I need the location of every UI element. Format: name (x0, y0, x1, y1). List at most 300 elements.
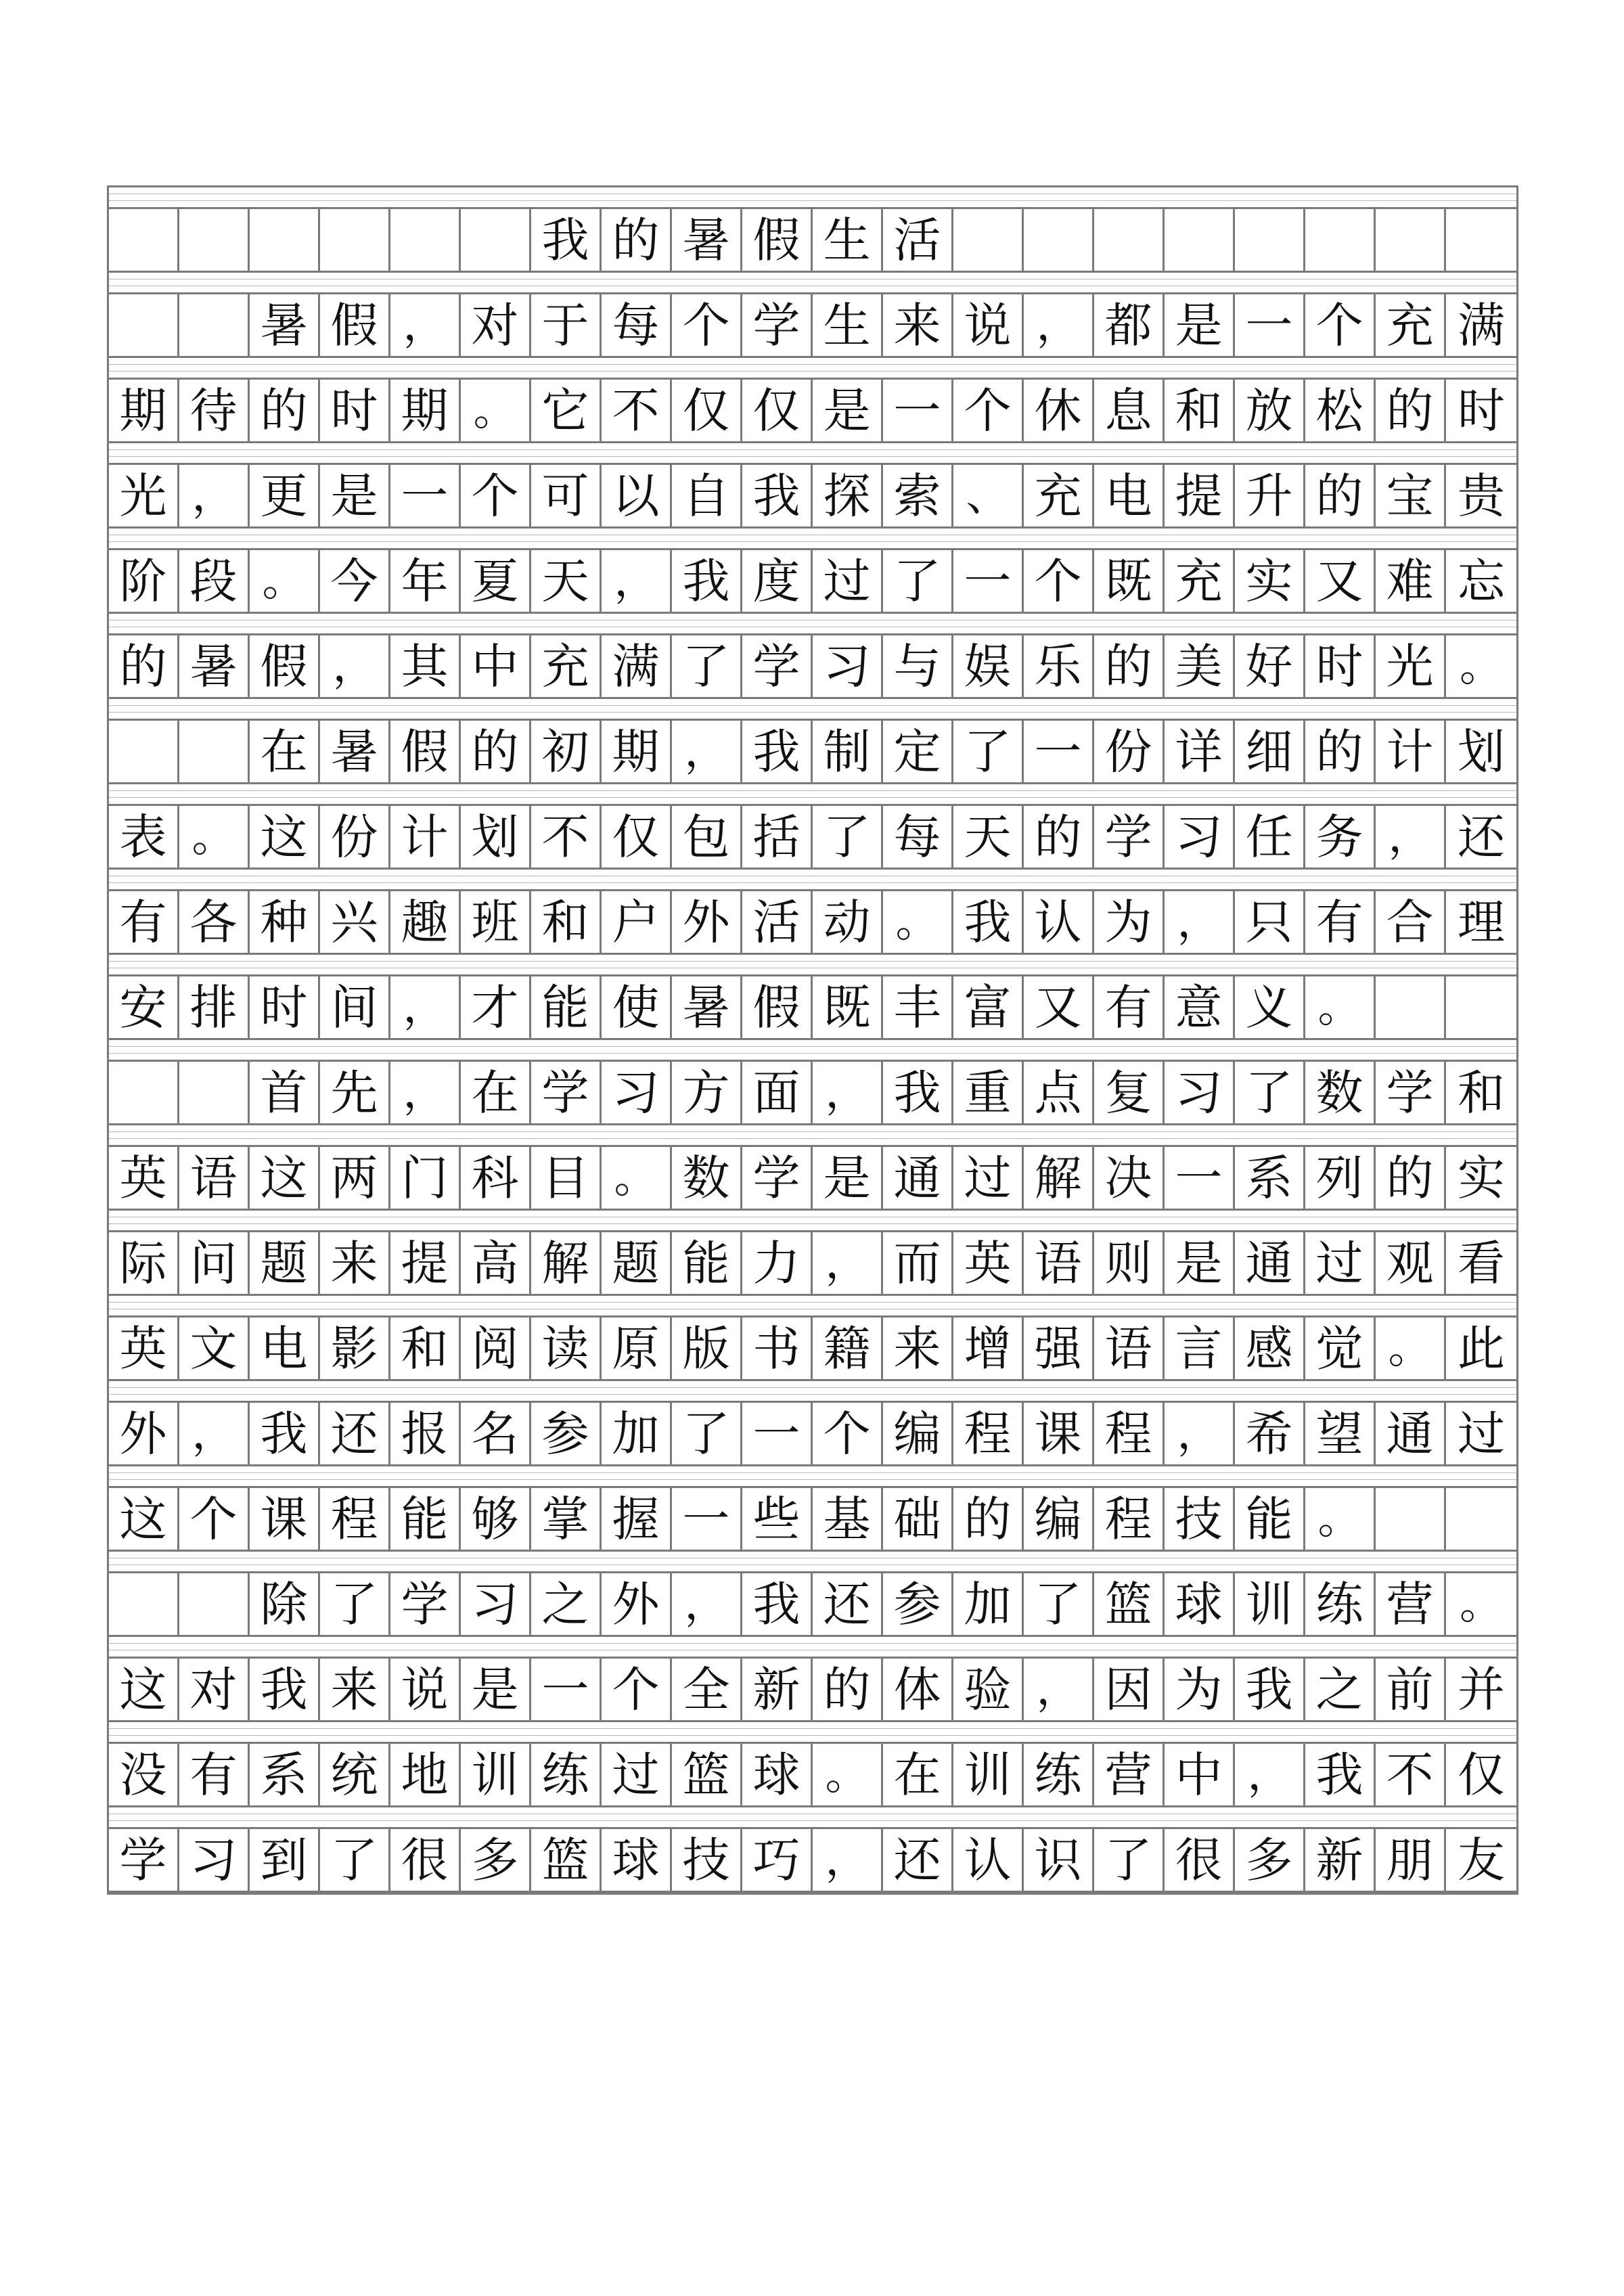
grid-cell-char: 。 (1460, 641, 1503, 692)
grid-cell-char: 程 (320, 1488, 390, 1550)
grid-cell-char: 希 (1235, 1403, 1305, 1464)
grid-cell-char: 光 (109, 465, 179, 526)
grid-cell-empty (250, 209, 320, 271)
grid-cell-char: 假 (250, 635, 320, 697)
grid-cell-char: 之 (531, 1573, 602, 1635)
grid-cell-char: 了 (320, 1829, 390, 1891)
grid-cell-char: 个 (179, 1488, 250, 1550)
grid-cell-char: 细 (1235, 721, 1305, 782)
grid-cell-char: 英 (953, 1232, 1024, 1294)
grid-cell-char: 阅 (461, 1318, 531, 1379)
grid-cell-char: 多 (461, 1829, 531, 1891)
grid-cell-char: 习 (1165, 1062, 1235, 1123)
grid-cell-char: 影 (320, 1318, 390, 1379)
grid-cell-char: 习 (1165, 806, 1235, 868)
grid-cell-char: 学 (109, 1829, 179, 1891)
grid-cell-char: 看 (1458, 1235, 1505, 1291)
grid-cell-char: 的 (109, 635, 179, 697)
grid-cell-char: 各 (179, 891, 250, 953)
text-row (109, 721, 1516, 784)
grid-cell-empty (109, 209, 179, 271)
grid-cell-char: 个 (461, 465, 531, 526)
grid-cell-char: 光 (1376, 635, 1446, 697)
grid-cell-char: 来 (883, 1318, 953, 1379)
text-row (109, 1403, 1516, 1466)
row-gap (109, 1125, 1516, 1147)
grid-cell-char: 乐 (1024, 635, 1094, 697)
grid-cell-char: 篮 (672, 1744, 742, 1805)
grid-cell-char: 提 (390, 1232, 461, 1294)
grid-cell-char: 一 (1024, 721, 1094, 782)
grid-cell-char: 英 (109, 1318, 179, 1379)
grid-cell-empty (1376, 976, 1446, 1038)
title-row (109, 209, 1516, 273)
grid-cell-char: 假 (742, 209, 813, 271)
grid-cell-char: 计 (390, 806, 461, 868)
grid-cell-char: ， (813, 1829, 883, 1891)
grid-cell-char: 年 (390, 550, 461, 612)
grid-cell-char: 的 (1376, 380, 1446, 441)
grid-cell-char: 很 (1165, 1829, 1235, 1891)
grid-cell-char: 不 (1376, 1744, 1446, 1805)
grid-cell-char: ， (672, 1573, 742, 1635)
grid-cell-char: 好 (1235, 635, 1305, 697)
grid-cell-char: 满 (1458, 297, 1505, 353)
grid-cell-char: 。 (1376, 1318, 1446, 1379)
grid-cell-char: 程 (953, 1403, 1024, 1464)
grid-cell-char: 和 (1458, 1064, 1505, 1121)
grid-cell-char: 间 (320, 976, 390, 1038)
row-gap (109, 1552, 1516, 1573)
grid-cell-char: 时 (250, 976, 320, 1038)
grid-cell-char: 认 (1024, 891, 1094, 953)
grid-cell-empty (320, 209, 390, 271)
grid-cell-char: 划 (1458, 723, 1505, 780)
grid-cell-char: 习 (602, 1062, 672, 1123)
grid-cell-char: 提 (1165, 465, 1235, 526)
grid-cell-char: 了 (953, 721, 1024, 782)
text-row (109, 465, 1516, 528)
grid-cell-char: 一 (390, 465, 461, 526)
grid-cell-char: 初 (531, 721, 602, 782)
grid-cell-char: 段 (179, 550, 250, 612)
grid-cell-char: 于 (531, 294, 602, 356)
grid-cell-char: 认 (953, 1829, 1024, 1891)
grid-cell-char: 为 (1094, 891, 1165, 953)
grid-cell-char: 两 (320, 1147, 390, 1209)
grid-cell-empty (179, 209, 250, 271)
grid-cell-empty (179, 1573, 250, 1635)
grid-cell-char: 通 (1235, 1232, 1305, 1294)
grid-cell-char: 户 (602, 891, 672, 953)
row-gap (109, 187, 1516, 209)
grid-cell-char: 解 (531, 1232, 602, 1294)
grid-cell-char: 之 (1305, 1659, 1376, 1720)
grid-cell-char: 天 (953, 806, 1024, 868)
grid-cell-char: 一 (1165, 1147, 1235, 1209)
grid-cell-char: 宝 (1376, 465, 1446, 526)
row-gap (109, 955, 1516, 976)
grid-cell-char: 理 (1458, 894, 1505, 950)
grid-cell-char: 动 (813, 891, 883, 953)
grid-cell-char: 观 (1376, 1232, 1446, 1294)
grid-cell-char: 语 (1024, 1232, 1094, 1294)
grid-cell-char: 学 (1376, 1062, 1446, 1123)
grid-cell-char: 题 (602, 1232, 672, 1294)
grid-cell-char: 与 (883, 635, 953, 697)
grid-cell-char: 充 (531, 635, 602, 697)
grid-cell-char: 满 (602, 635, 672, 697)
grid-cell-char: 暑 (250, 294, 320, 356)
grid-cell-char: 望 (1305, 1403, 1376, 1464)
grid-cell-char: 期 (390, 380, 461, 441)
grid-cell-char: 复 (1094, 1062, 1165, 1123)
grid-cell-char: 我 (250, 1403, 320, 1464)
grid-cell-char: 阶 (109, 550, 179, 612)
grid-cell-char: 过 (813, 550, 883, 612)
grid-cell-char: 础 (883, 1488, 953, 1550)
grid-cell-char: 的 (1024, 806, 1094, 868)
grid-cell-char: 在 (250, 721, 320, 782)
grid-cell-char: 目 (531, 1147, 602, 1209)
grid-cell-char: 解 (1024, 1147, 1094, 1209)
grid-cell-char: 划 (461, 806, 531, 868)
grid-cell-char: 了 (813, 806, 883, 868)
grid-cell-char: 以 (602, 465, 672, 526)
grid-cell-char: 升 (1235, 465, 1305, 526)
grid-cell-char: 。 (1460, 1579, 1503, 1629)
grid-cell-char: 到 (250, 1829, 320, 1891)
grid-cell-char: 系 (250, 1744, 320, 1805)
grid-cell-char: 编 (1024, 1488, 1094, 1550)
grid-cell-char: 友 (1458, 1832, 1505, 1888)
grid-cell-char: 定 (883, 721, 953, 782)
grid-cell-char: 详 (1165, 721, 1235, 782)
grid-cell-char: 是 (320, 465, 390, 526)
row-gap (109, 528, 1516, 550)
grid-cell-char: 数 (672, 1147, 742, 1209)
grid-cell-char: 感 (1235, 1318, 1305, 1379)
grid-cell-char: 的 (813, 1659, 883, 1720)
grid-cell-char: 充 (1024, 465, 1094, 526)
grid-cell-char: 系 (1235, 1147, 1305, 1209)
grid-cell-empty (179, 1062, 250, 1123)
grid-cell-char: 我 (742, 1573, 813, 1635)
grid-cell-char: ， (1165, 1403, 1235, 1464)
row-gap (109, 358, 1516, 380)
grid-cell-char: 使 (602, 976, 672, 1038)
grid-cell-char: 仅 (1458, 1747, 1505, 1803)
grid-cell-char: 难 (1376, 550, 1446, 612)
text-row (109, 1573, 1516, 1637)
text-row (109, 1062, 1516, 1125)
grid-cell-char: 门 (390, 1147, 461, 1209)
grid-cell-char: 巧 (742, 1829, 813, 1891)
grid-cell-char: 过 (1305, 1232, 1376, 1294)
grid-cell-char: 一 (531, 1659, 602, 1720)
text-row (109, 1659, 1516, 1722)
grid-cell-char: 参 (531, 1403, 602, 1464)
grid-cell-char: 而 (883, 1232, 953, 1294)
grid-cell-char: 一 (953, 550, 1024, 612)
grid-cell-char: ， (320, 635, 390, 697)
grid-cell-char: 了 (1235, 1062, 1305, 1123)
grid-cell-char: 种 (250, 891, 320, 953)
grid-cell-char: 个 (953, 380, 1024, 441)
grid-cell-char: 来 (320, 1659, 390, 1720)
grid-cell-char: 班 (461, 891, 531, 953)
text-row (109, 380, 1516, 443)
row-gap (109, 699, 1516, 721)
grid-cell-char: 我 (1235, 1659, 1305, 1720)
text-row (109, 891, 1516, 955)
row-gap (109, 1381, 1516, 1403)
grid-cell-char: ， (1024, 294, 1094, 356)
grid-cell-char: 暑 (672, 209, 742, 271)
grid-cell-char: 为 (1165, 1659, 1235, 1720)
grid-cell-char: 篮 (531, 1829, 602, 1891)
grid-cell-char: 习 (813, 635, 883, 697)
grid-cell-char: 技 (1165, 1488, 1235, 1550)
grid-cell-char: 息 (1094, 380, 1165, 441)
grid-cell-char: 还 (813, 1573, 883, 1635)
grid-cell-empty (1024, 209, 1094, 271)
grid-cell-char: 版 (672, 1318, 742, 1379)
grid-cell-char: 中 (1165, 1744, 1235, 1805)
grid-cell-char: 每 (602, 294, 672, 356)
grid-cell-char: ， (602, 550, 672, 612)
grid-cell-char: 括 (742, 806, 813, 868)
grid-cell-char: ， (179, 1403, 250, 1464)
grid-cell-char: ， (1376, 806, 1446, 868)
row-gap (109, 784, 1516, 806)
grid-cell-char: 、 (953, 465, 1024, 526)
grid-cell-char: 实 (1458, 1150, 1505, 1206)
grid-cell-char: 语 (179, 1147, 250, 1209)
grid-cell-char: 学 (1094, 806, 1165, 868)
grid-cell-char: 和 (531, 891, 602, 953)
grid-cell-char: 仅 (602, 806, 672, 868)
grid-cell-char: 朋 (1376, 1829, 1446, 1891)
grid-cell-char: 力 (742, 1232, 813, 1294)
grid-cell-char: 美 (1165, 635, 1235, 697)
grid-cell-char: 不 (531, 806, 602, 868)
grid-cell-char: 练 (1024, 1744, 1094, 1805)
row-gap (109, 614, 1516, 635)
grid-cell-char: 这 (109, 1659, 179, 1720)
text-row (109, 1232, 1516, 1296)
grid-cell-char: 没 (109, 1744, 179, 1805)
grid-cell-char: 加 (953, 1573, 1024, 1635)
grid-cell-char: 这 (250, 806, 320, 868)
text-row (109, 1318, 1516, 1381)
grid-cell-empty (390, 209, 461, 271)
grid-cell-char: 仅 (672, 380, 742, 441)
grid-cell-char: 充 (1376, 294, 1446, 356)
grid-cell-char: 务 (1305, 806, 1376, 868)
grid-cell-char: 探 (813, 465, 883, 526)
grid-cell-char: 高 (461, 1232, 531, 1294)
grid-cell-char: 份 (1094, 721, 1165, 782)
grid-cell-empty (1446, 976, 1516, 1038)
grid-cell-char: ， (1024, 1659, 1094, 1720)
grid-cell-char: 书 (742, 1318, 813, 1379)
grid-cell-empty (1094, 209, 1165, 271)
grid-cell-char: 程 (1094, 1403, 1165, 1464)
grid-cell-char: 外 (109, 1403, 179, 1464)
grid-cell-char: 。 (250, 550, 320, 612)
text-row (109, 635, 1516, 699)
grid-cell-char: 掌 (531, 1488, 602, 1550)
grid-cell-char: 决 (1094, 1147, 1165, 1209)
grid-cell-char: 暑 (320, 721, 390, 782)
grid-cell-char: 一 (742, 1403, 813, 1464)
grid-cell-char: 通 (1376, 1403, 1446, 1464)
grid-cell-char: 兴 (320, 891, 390, 953)
grid-cell-char: 的 (953, 1488, 1024, 1550)
grid-cell-char: ， (390, 976, 461, 1038)
grid-cell-char: 了 (672, 635, 742, 697)
grid-cell-char: 只 (1235, 891, 1305, 953)
grid-cell-char: 对 (461, 294, 531, 356)
grid-cell-char: 我 (531, 209, 602, 271)
grid-cell-char: 的 (461, 721, 531, 782)
grid-cell-char: 。 (1305, 976, 1376, 1038)
grid-cell-char: 忘 (1458, 553, 1505, 609)
grid-cell-char: 地 (390, 1744, 461, 1805)
grid-cell-char: ， (813, 1232, 883, 1294)
grid-cell-empty (1376, 1488, 1446, 1550)
grid-cell-char: 来 (320, 1232, 390, 1294)
grid-cell-char: 。 (883, 891, 953, 953)
grid-cell-char: 趣 (390, 891, 461, 953)
grid-cell-char: 这 (109, 1488, 179, 1550)
grid-cell-char: 科 (461, 1147, 531, 1209)
grid-cell-char: 休 (1024, 380, 1094, 441)
grid-cell-char: 学 (742, 635, 813, 697)
grid-cell-char: 统 (320, 1744, 390, 1805)
grid-cell-char: 。 (179, 806, 250, 868)
grid-cell-char: 来 (883, 294, 953, 356)
grid-cell-char: 因 (1094, 1659, 1165, 1720)
grid-cell-empty (109, 1062, 179, 1123)
grid-cell-char: 课 (1024, 1403, 1094, 1464)
grid-cell-char: 的 (250, 380, 320, 441)
grid-cell-char: 。 (461, 380, 531, 441)
grid-cell-char: 计 (1376, 721, 1446, 782)
grid-cell-char: 能 (390, 1488, 461, 1550)
grid-cell-char: 的 (1305, 465, 1376, 526)
grid-cell-char: 丰 (883, 976, 953, 1038)
text-row (109, 294, 1516, 358)
grid-cell-char: 了 (320, 1573, 390, 1635)
grid-cell-char: 的 (1094, 635, 1165, 697)
grid-cell-char: 活 (883, 209, 953, 271)
manuscript-grid-paper (107, 185, 1518, 1895)
grid-cell-char: 很 (390, 1829, 461, 1891)
grid-cell-char: ， (813, 1062, 883, 1123)
grid-cell-char: 是 (461, 1659, 531, 1720)
grid-cell-char: 贵 (1458, 468, 1505, 524)
grid-cell-char: 球 (602, 1829, 672, 1891)
grid-cell-char: 义 (1235, 976, 1305, 1038)
grid-cell-char: 训 (1235, 1573, 1305, 1635)
grid-cell-char: 今 (320, 550, 390, 612)
grid-cell-char: 一 (1235, 294, 1305, 356)
grid-cell-char: 是 (1165, 1232, 1235, 1294)
grid-cell-char: 训 (953, 1744, 1024, 1805)
grid-cell-char: 度 (742, 550, 813, 612)
grid-cell-char: 新 (742, 1659, 813, 1720)
grid-cell-char: 语 (1094, 1318, 1165, 1379)
grid-cell-char: 过 (1458, 1405, 1505, 1462)
grid-cell-char: 习 (179, 1829, 250, 1891)
grid-cell-char: 问 (179, 1232, 250, 1294)
grid-cell-char: 中 (461, 635, 531, 697)
row-gap (109, 273, 1516, 294)
grid-cell-char: 索 (883, 465, 953, 526)
grid-cell-char: 才 (461, 976, 531, 1038)
grid-cell-empty (179, 721, 250, 782)
grid-cell-char: 的 (1305, 721, 1376, 782)
grid-cell-char: 自 (672, 465, 742, 526)
grid-cell-empty (109, 721, 179, 782)
grid-cell-char: 天 (531, 550, 602, 612)
grid-cell-char: 电 (250, 1318, 320, 1379)
grid-cell-char: 握 (602, 1488, 672, 1550)
grid-cell-char: 觉 (1305, 1318, 1376, 1379)
grid-cell-char: 有 (179, 1744, 250, 1805)
grid-cell-char: 名 (461, 1403, 531, 1464)
grid-cell-char: 份 (320, 806, 390, 868)
grid-cell-char: 英 (109, 1147, 179, 1209)
grid-cell-char: 的 (602, 209, 672, 271)
grid-cell-char: 首 (250, 1062, 320, 1123)
grid-cell-char: 除 (250, 1573, 320, 1635)
grid-cell-char: 强 (1024, 1318, 1094, 1379)
grid-cell-char: 在 (883, 1744, 953, 1805)
grid-cell-char: 还 (883, 1829, 953, 1891)
grid-cell-char: 面 (742, 1062, 813, 1123)
grid-cell-char: 习 (461, 1573, 531, 1635)
grid-cell-char: 程 (1094, 1488, 1165, 1550)
row-gap (109, 870, 1516, 891)
grid-cell-char: 夏 (461, 550, 531, 612)
grid-cell-char: 有 (1094, 976, 1165, 1038)
grid-cell-char: ， (390, 1062, 461, 1123)
grid-cell-char: 了 (1094, 1829, 1165, 1891)
grid-cell-char: 数 (1305, 1062, 1376, 1123)
grid-cell-char: 放 (1235, 380, 1305, 441)
grid-cell-char: 松 (1305, 380, 1376, 441)
grid-cell-char: 学 (742, 294, 813, 356)
grid-cell-char: 多 (1235, 1829, 1305, 1891)
grid-cell-char: 编 (883, 1403, 953, 1464)
grid-cell-char: 原 (602, 1318, 672, 1379)
grid-cell-char: 仅 (742, 380, 813, 441)
text-row (109, 976, 1516, 1040)
grid-cell-char: 学 (531, 1062, 602, 1123)
grid-cell-empty (1446, 1488, 1516, 1550)
grid-cell-char: 。 (1305, 1488, 1376, 1550)
grid-cell-char: 全 (672, 1659, 742, 1720)
grid-cell-char: 生 (813, 294, 883, 356)
grid-cell-char: 实 (1235, 550, 1305, 612)
text-row (109, 550, 1516, 614)
grid-cell-char: 新 (1305, 1829, 1376, 1891)
grid-cell-char: 。 (602, 1147, 672, 1209)
grid-cell-char: 籍 (813, 1318, 883, 1379)
